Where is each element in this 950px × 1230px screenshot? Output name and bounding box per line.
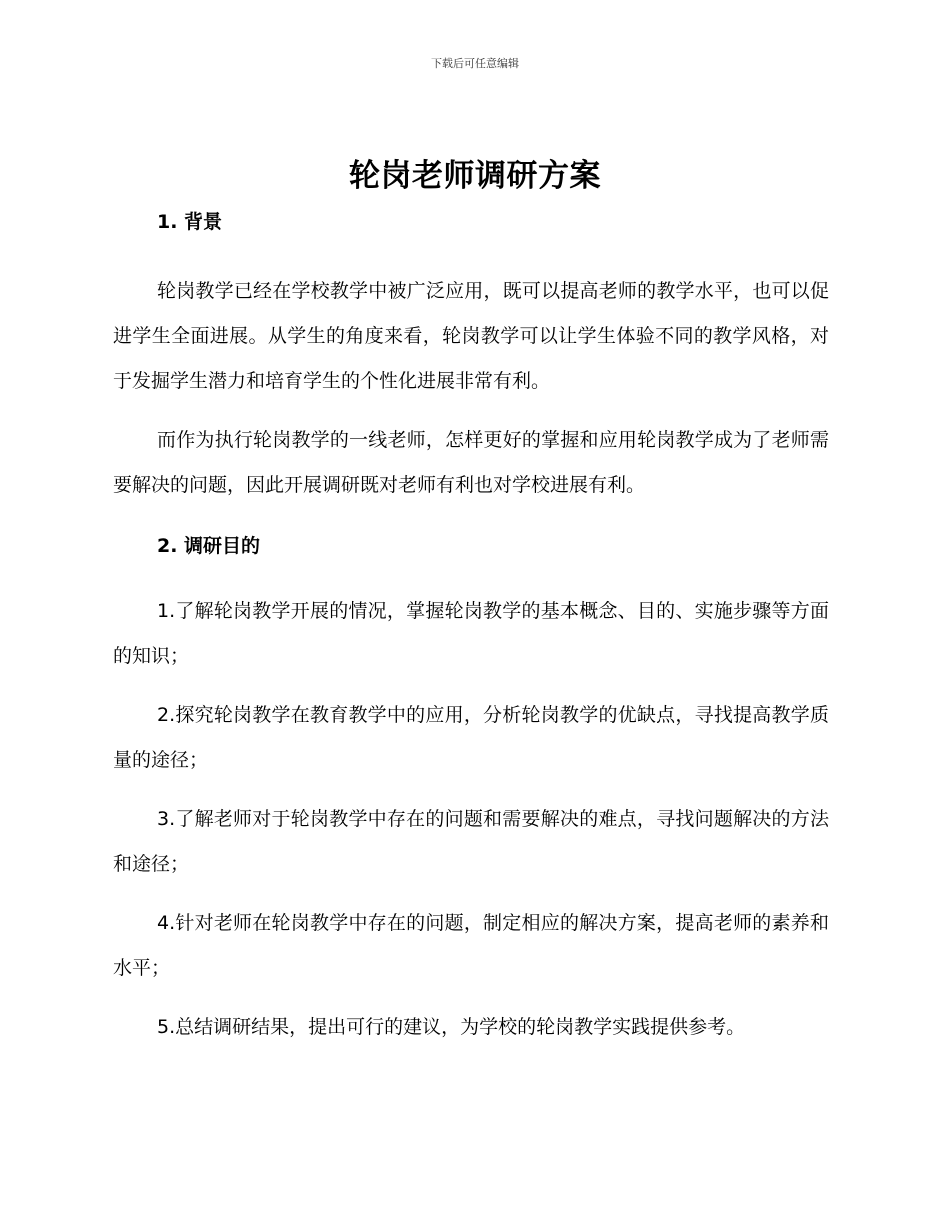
list-item: 4.针对老师在轮岗教学中存在的问题，制定相应的解决方案，提高老师的素养和水平； [113,912,829,979]
section-heading-background: 1. 背景 [157,211,223,233]
document-title: 轮岗老师调研方案 [349,158,601,194]
header-note: 下载后可任意编辑 [431,57,519,70]
section-heading-objectives: 2. 调研目的 [157,535,261,557]
document-body [113,207,829,1050]
list-item: 5.总结调研结果，提出可行的建议，为学校的轮岗教学实践提供参考。 [157,1016,746,1038]
list-item: 3.了解老师对于轮岗教学中存在的问题和需要解决的难点，寻找问题解决的方法和途径； [113,808,829,875]
paragraph: 轮岗教学已经在学校教学中被广泛应用，既可以提高老师的教学水平，也可以促进学生全面进展。从学生的角度来看，轮岗教学可以让学生体验不同的教学风格，对于发掘学生潜力和培育学生的个性化进展非常有利。 [113,280,829,392]
list-item: 2.探究轮岗教学在教育教学中的应用，分析轮岗教学的优缺点，寻找提高教学质量的途径； [113,704,829,771]
paragraph: 而作为执行轮岗教学的一线老师，怎样更好的掌握和应用轮岗教学成为了老师需要解决的问题，因此开展调研既对老师有利也对学校进展有利。 [113,429,829,496]
list-item: 1.了解轮岗教学开展的情况，掌握轮岗教学的基本概念、目的、实施步骤等方面的知识； [113,600,829,667]
